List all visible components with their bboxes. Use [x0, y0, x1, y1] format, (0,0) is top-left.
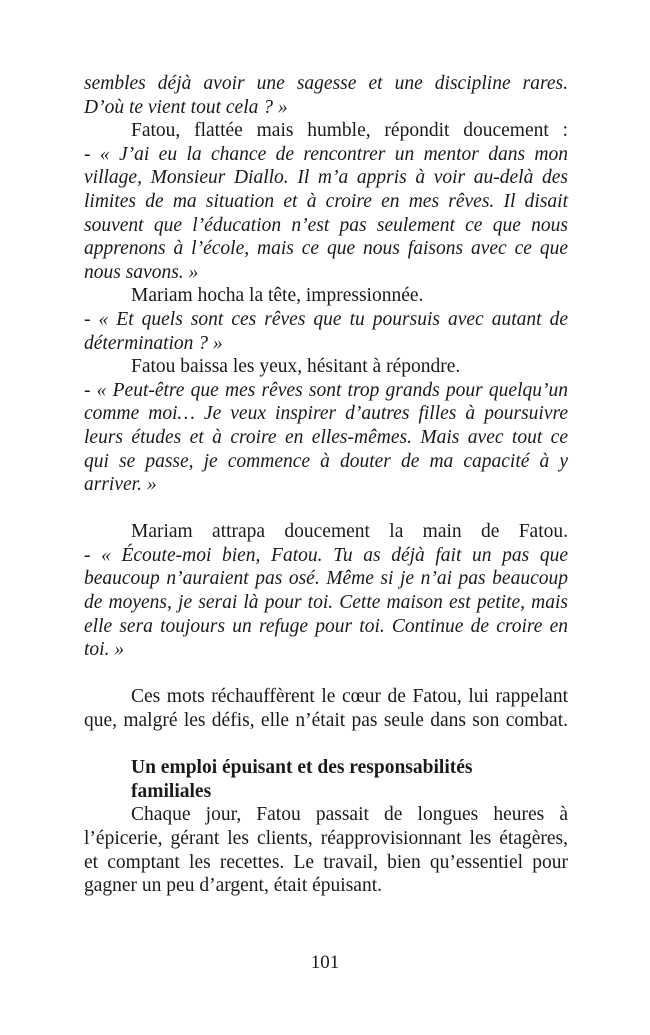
text-line: que, malgré les défis, elle n’était pas seule dans son combat. — [84, 710, 568, 732]
paragraph-7 — [84, 379, 568, 497]
paragraph-4 — [84, 284, 568, 308]
text-line: de moyens, je serai là pour toi. Cette maison est petite, mais — [84, 592, 568, 614]
text-line: village, Monsieur Diallo. Il m’a appris à voir au-delà des — [84, 167, 568, 189]
text-line: comme moi… Je veux inspirer d’autres filles à poursuivre — [84, 403, 568, 425]
text-line: beaucoup n’auraient pas osé. Même si je n’ai pas beaucoup — [84, 568, 568, 590]
paragraph-12 — [84, 803, 568, 897]
text-line: limites de ma situation et à croire en mes rêves. Il disait — [84, 190, 568, 212]
text-line: leurs études et à croire en elles-mêmes. Mais avec tout ce — [84, 426, 568, 448]
text-line: - « Écoute-moi bien, Fatou. Tu as déjà fait un pas que — [84, 544, 568, 566]
text-line: Fatou, flattée mais humble, répondit doucement : — [131, 120, 568, 142]
text-line: - « J’ai eu la chance de rencontrer un mentor dans mon — [84, 143, 568, 165]
paragraph-5 — [84, 308, 568, 355]
text-line: D’où te vient tout cela ? » — [84, 96, 288, 118]
text-line: l’épicerie, gérant les clients, réapprovisionnant les étagères, — [84, 828, 568, 849]
page-number: 101 — [310, 952, 340, 973]
paragraph-3 — [84, 143, 568, 285]
paragraph-8 — [84, 520, 568, 544]
text-line: gagner un peu d’argent, était épuisant. — [84, 875, 382, 897]
text-line: apprenons à l’école, mais ce que nous faisons avec ce que — [84, 238, 568, 260]
paragraph-10 — [84, 685, 568, 732]
book-page — [84, 72, 568, 898]
text-line: Mariam hocha la tête, impressionnée. — [131, 285, 424, 307]
text-line: arriver. » — [84, 474, 157, 496]
heading-line: familiales — [131, 780, 212, 802]
text-line: qui se passe, je commence à douter de ma capacité à y — [84, 450, 568, 472]
text-line: détermination ? » — [84, 332, 223, 354]
paragraph-gap — [84, 497, 568, 521]
text-line: toi. » — [84, 639, 125, 661]
text-line: souvent que l’éducation n’est pas seulement ce que nous — [84, 214, 568, 236]
paragraph-2 — [84, 119, 568, 143]
paragraph-9 — [84, 544, 568, 662]
text-line: Chaque jour, Fatou passait de longues heures à — [131, 804, 568, 826]
text-line: - « Peut-être que mes rêves sont trop grands pour quelqu’un — [84, 379, 568, 401]
text-line: et comptant les recettes. Le travail, bien qu’essentiel pour — [84, 851, 568, 873]
paragraph-6 — [84, 355, 568, 379]
paragraph-gap — [84, 733, 568, 757]
text-line: sembles déjà avoir une sagesse et une discipline rares. — [84, 73, 568, 94]
text-line: Mariam attrapa doucement la main de Fatou. — [131, 521, 568, 543]
section-heading — [84, 756, 568, 803]
text-line: elle sera toujours un refuge pour toi. Continue de croire en — [84, 615, 568, 637]
text-line: Ces mots réchauffèrent le cœur de Fatou, lui rappelant — [131, 686, 568, 708]
text-line: - « Et quels sont ces rêves que tu poursuis avec autant de — [84, 308, 568, 330]
text-line: Fatou baissa les yeux, hésitant à répondre. — [131, 356, 461, 378]
paragraph-gap — [84, 662, 568, 686]
heading-line: Un emploi épuisant et des responsabilités — [131, 757, 473, 779]
text-line: nous savons. » — [84, 261, 199, 283]
paragraph-1 — [84, 72, 568, 119]
